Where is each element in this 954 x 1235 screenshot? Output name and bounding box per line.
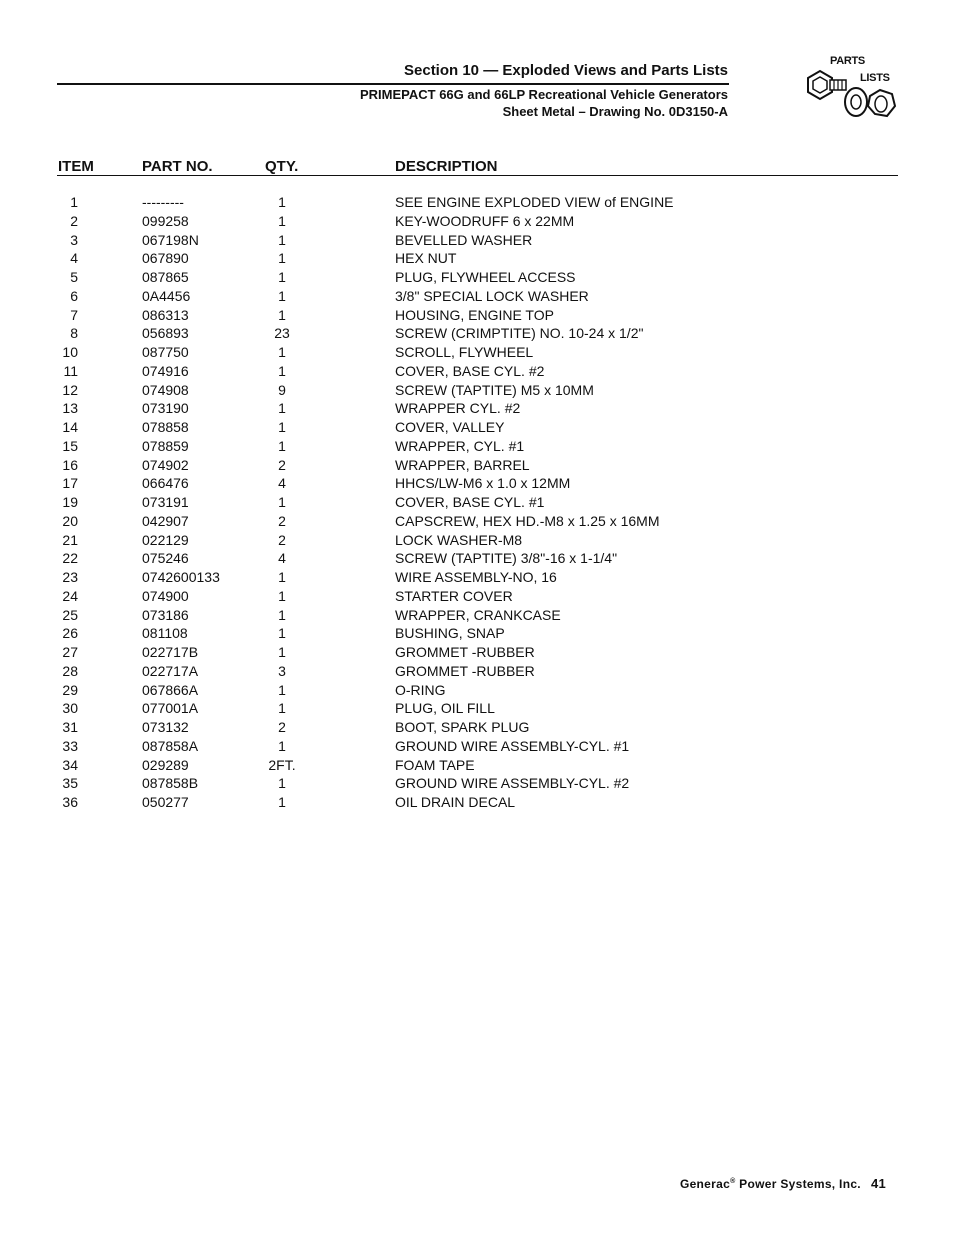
cell-qty: 23	[274, 325, 290, 342]
table-row	[0, 457, 954, 476]
cell-qty: 1	[278, 700, 286, 717]
cell-part-no: 075246	[142, 550, 189, 567]
cell-part-no: 073191	[142, 494, 189, 510]
cell-part-no: 042907	[142, 512, 189, 529]
registered-mark: ®	[730, 1178, 736, 1185]
parts-table-body	[0, 194, 954, 813]
table-row	[0, 625, 954, 644]
header-rule	[57, 83, 729, 85]
cell-description: GROUND WIRE ASSEMBLY-CYL. #2	[395, 775, 630, 792]
cell-part-no: 087750	[142, 344, 189, 360]
cell-description: WRAPPER, CRANKCASE	[395, 606, 561, 623]
logo-text-parts: PARTS	[830, 55, 865, 67]
table-row	[0, 607, 954, 626]
cell-part-no: 0742600133	[142, 569, 220, 585]
cell-item: 17	[62, 475, 78, 492]
cell-description: BOOT, SPARK PLUG	[395, 719, 530, 735]
table-row	[0, 344, 954, 363]
cell-qty: 1	[278, 194, 286, 210]
table-row	[0, 419, 954, 438]
cell-part-no: 067866A	[142, 681, 199, 698]
cell-item: 27	[62, 644, 78, 660]
footer-company-suffix: Power Systems, Inc.	[735, 1177, 861, 1191]
cell-description: SCREW (CRIMPTITE) NO. 10-24 x 1/2"	[395, 325, 644, 342]
cell-description: STARTER COVER	[395, 587, 513, 604]
table-row	[0, 250, 954, 269]
cell-item: 25	[62, 606, 78, 623]
cell-description: KEY-WOODRUFF 6 x 22MM	[395, 212, 575, 229]
cell-qty: 2	[278, 719, 286, 735]
cell-qty: 1	[278, 794, 286, 810]
table-row	[0, 738, 954, 757]
column-header-item: ITEM	[58, 158, 94, 175]
cell-item: 35	[62, 775, 78, 792]
cell-description: 3/8" SPECIAL LOCK WASHER	[395, 287, 589, 304]
table-row	[0, 719, 954, 738]
cell-part-no: 0A4456	[142, 287, 191, 304]
cell-description: SEE ENGINE EXPLODED VIEW of ENGINE	[395, 194, 674, 210]
table-row	[0, 700, 954, 719]
cell-item: 21	[62, 531, 78, 548]
cell-part-no: 087858B	[142, 775, 199, 792]
cell-qty: 1	[278, 437, 286, 454]
cell-description: OIL DRAIN DECAL	[395, 794, 516, 810]
cell-item: 31	[62, 719, 78, 735]
table-row	[0, 644, 954, 663]
table-row	[0, 663, 954, 682]
table-row	[0, 232, 954, 251]
cell-qty: 1	[278, 775, 286, 792]
cell-qty: 1	[278, 250, 286, 267]
page-footer	[680, 1176, 886, 1191]
table-row	[0, 288, 954, 307]
cell-item: 34	[62, 756, 78, 773]
cell-part-no: 073190	[142, 400, 189, 417]
cell-part-no: 074908	[142, 381, 189, 398]
page-number: 41	[870, 1176, 886, 1191]
cell-part-no: 087865	[142, 269, 189, 285]
cell-part-no: 087858A	[142, 737, 199, 754]
section-title: Section 10 — Exploded Views and Parts Lists	[404, 62, 728, 79]
table-row	[0, 775, 954, 794]
cell-qty: 2FT.	[268, 756, 296, 773]
column-header-qty: QTY.	[265, 158, 299, 175]
cell-description: WRAPPER CYL. #2	[395, 400, 521, 417]
cell-part-no: 022717A	[142, 662, 199, 679]
cell-qty: 2	[278, 512, 286, 529]
cell-item: 5	[70, 269, 78, 285]
cell-item: 15	[62, 437, 78, 454]
cell-description: GROMMET -RUBBER	[395, 644, 535, 660]
cell-description: COVER, BASE CYL. #2	[395, 362, 545, 379]
table-row	[0, 588, 954, 607]
cell-description: WRAPPER, BARREL	[395, 456, 530, 473]
cell-qty: 1	[278, 587, 286, 604]
subtitle-line-1: PRIMEPACT 66G and 66LP Recreational Vehicle Generators	[360, 87, 728, 102]
cell-item: 16	[62, 456, 78, 473]
table-row	[0, 307, 954, 326]
table-row	[0, 325, 954, 344]
cell-qty: 1	[278, 644, 286, 660]
cell-description: GROMMET -RUBBER	[395, 662, 535, 679]
cell-item: 30	[62, 700, 78, 717]
cell-item: 3	[70, 231, 78, 248]
cell-qty: 4	[278, 475, 286, 492]
table-row	[0, 400, 954, 419]
cell-part-no: 022717B	[142, 644, 199, 660]
table-row	[0, 213, 954, 232]
cell-description: SCROLL, FLYWHEEL	[395, 344, 534, 360]
table-row	[0, 513, 954, 532]
table-row	[0, 363, 954, 382]
cell-item: 8	[70, 325, 78, 342]
cell-qty: 1	[278, 494, 286, 510]
cell-item: 10	[62, 344, 78, 360]
cell-item: 19	[62, 494, 78, 510]
table-row	[0, 682, 954, 701]
table-row	[0, 757, 954, 776]
table-header-rule	[57, 175, 898, 176]
column-header-part-no: PART NO.	[142, 158, 213, 175]
table-row	[0, 494, 954, 513]
cell-description: O-RING	[395, 681, 446, 698]
column-header-description: DESCRIPTION	[395, 158, 498, 175]
cell-qty: 3	[278, 662, 286, 679]
cell-description: WIRE ASSEMBLY-NO, 16	[395, 569, 557, 585]
cell-item: 26	[62, 625, 78, 642]
cell-item: 24	[62, 587, 78, 604]
cell-item: 28	[62, 662, 78, 679]
cell-description: PLUG, FLYWHEEL ACCESS	[395, 269, 576, 285]
cell-qty: 1	[278, 737, 286, 754]
cell-qty: 1	[278, 269, 286, 285]
cell-part-no: 066476	[142, 475, 189, 492]
cell-item: 33	[62, 737, 78, 754]
cell-part-no: 074900	[142, 587, 189, 604]
cell-qty: 1	[278, 212, 286, 229]
table-row	[0, 194, 954, 213]
cell-description: COVER, VALLEY	[395, 419, 505, 435]
cell-description: SCREW (TAPTITE) M5 x 10MM	[395, 381, 594, 398]
cell-description: WRAPPER, CYL. #1	[395, 437, 525, 454]
cell-part-no: 073186	[142, 606, 189, 623]
logo-text-lists: LISTS	[860, 72, 890, 84]
cell-item: 29	[62, 681, 78, 698]
cell-description: HHCS/LW-M6 x 1.0 x 12MM	[395, 475, 571, 492]
table-header	[0, 158, 954, 176]
cell-qty: 1	[278, 362, 286, 379]
cell-part-no: 074916	[142, 362, 189, 379]
subtitle-line-2: Sheet Metal – Drawing No. 0D3150-A	[502, 104, 728, 119]
cell-item: 23	[62, 569, 78, 585]
cell-part-no: ---------	[142, 194, 184, 210]
cell-description: COVER, BASE CYL. #1	[395, 494, 545, 510]
cell-part-no: 081108	[142, 625, 188, 642]
cell-description: HOUSING, ENGINE TOP	[395, 306, 554, 323]
cell-description: BEVELLED WASHER	[395, 231, 533, 248]
table-row	[0, 532, 954, 551]
cell-description: CAPSCREW, HEX HD.-M8 x 1.25 x 16MM	[395, 512, 660, 529]
cell-qty: 1	[278, 681, 286, 698]
table-row	[0, 475, 954, 494]
cell-qty: 1	[278, 287, 286, 304]
cell-item: 14	[62, 419, 78, 435]
cell-part-no: 022129	[142, 531, 189, 548]
cell-qty: 1	[278, 569, 286, 585]
footer-company: Generac	[679, 1177, 731, 1191]
table-row	[0, 569, 954, 588]
cell-part-no: 077001A	[142, 700, 199, 717]
cell-qty: 1	[278, 606, 286, 623]
cell-description: FOAM TAPE	[395, 756, 475, 773]
page-header	[0, 0, 954, 140]
cell-description: GROUND WIRE ASSEMBLY-CYL. #1	[395, 737, 630, 754]
table-row	[0, 794, 954, 813]
cell-description: SCREW (TAPTITE) 3/8"-16 x 1-1/4"	[395, 550, 618, 567]
cell-item: 20	[62, 512, 78, 529]
cell-part-no: 074902	[142, 456, 189, 473]
cell-item: 7	[70, 306, 78, 323]
cell-item: 2	[70, 212, 78, 229]
cell-item: 13	[62, 400, 78, 417]
cell-qty: 1	[278, 344, 286, 360]
cell-description: BUSHING, SNAP	[395, 625, 505, 642]
cell-part-no: 086313	[142, 306, 189, 323]
cell-qty: 1	[278, 419, 286, 435]
cell-item: 22	[62, 550, 78, 567]
cell-part-no: 099258	[142, 212, 189, 229]
cell-qty: 2	[278, 456, 286, 473]
cell-description: HEX NUT	[395, 250, 457, 267]
cell-item: 12	[62, 381, 78, 398]
cell-item: 6	[70, 287, 78, 304]
cell-qty: 1	[278, 306, 286, 323]
cell-part-no: 067198N	[142, 231, 199, 248]
cell-part-no: 073132	[142, 719, 189, 735]
cell-part-no: 050277	[142, 794, 189, 810]
cell-item: 36	[62, 794, 78, 810]
table-row	[0, 269, 954, 288]
cell-qty: 1	[278, 231, 286, 248]
cell-description: LOCK WASHER-M8	[395, 531, 523, 548]
cell-qty: 1	[278, 625, 286, 642]
table-row	[0, 438, 954, 457]
cell-part-no: 067890	[142, 250, 189, 267]
cell-part-no: 078859	[142, 437, 189, 454]
cell-item: 11	[63, 362, 78, 379]
cell-item: 4	[70, 250, 78, 267]
table-row	[0, 550, 954, 569]
cell-qty: 4	[278, 550, 286, 567]
cell-item: 1	[70, 194, 78, 210]
cell-part-no: 029289	[142, 756, 189, 773]
cell-qty: 1	[278, 400, 286, 417]
table-row	[0, 382, 954, 401]
cell-part-no: 078858	[142, 419, 189, 435]
cell-description: PLUG, OIL FILL	[395, 700, 495, 717]
cell-qty: 2	[278, 531, 286, 548]
cell-qty: 9	[278, 381, 286, 398]
cell-part-no: 056893	[142, 325, 189, 342]
